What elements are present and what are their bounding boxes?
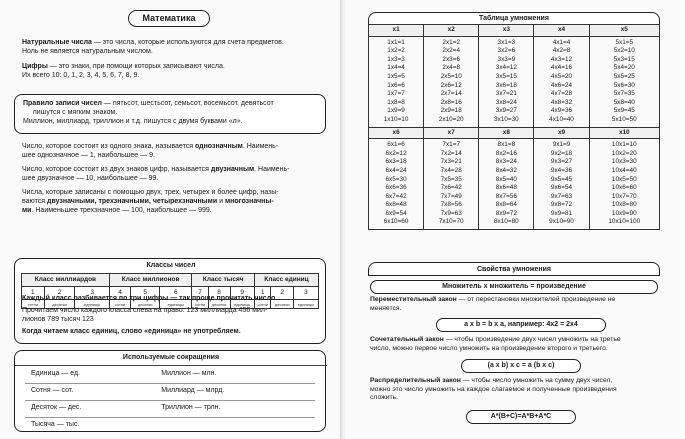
multiplication-fact: 4x6=24 [550, 81, 573, 89]
place-cell: десятки [271, 300, 293, 309]
abbr-item: Сотня — сот. [25, 383, 155, 400]
multiplication-fact: 1x2=2 [387, 47, 405, 55]
multiplication-fact: 4x7=28 [550, 90, 573, 98]
multiplication-fact: 5x7=35 [613, 90, 635, 98]
multiplication-fact: 2x8=16 [440, 98, 462, 106]
formula-main: Множитель х множитель = произведение [370, 280, 658, 294]
multiplication-fact: 6x6=36 [385, 184, 407, 192]
column-header: x2 [424, 25, 479, 37]
multiplication-fact: 1x9=9 [387, 107, 405, 115]
multiplication-fact: 6x9=54 [385, 209, 407, 217]
multiplication-fact: 9x1=9 [552, 141, 571, 149]
multiplication-fact: 7x10=70 [438, 218, 464, 226]
formula-commutative: a x b = b x a, например: 4x2 = 2x4 [436, 318, 606, 332]
multiplication-fact: 5x6=30 [613, 81, 635, 89]
multiplication-fact: 6x1=6 [387, 141, 405, 149]
column-header: x9 [534, 127, 589, 139]
multiplication-fact: 7x3=21 [440, 158, 462, 166]
formula-associative: (a x b) x c = a (b x c) [461, 359, 581, 373]
multiplication-fact: 8x9=72 [495, 209, 517, 217]
abbr-item: Миллион — млн. [155, 366, 315, 383]
multiplication-fact: 4x8=32 [550, 98, 573, 106]
multiplication-fact: 6x5=30 [385, 175, 407, 183]
multiplication-fact: 4x10=40 [549, 115, 574, 123]
column-header: x8 [479, 127, 534, 139]
multiplication-fact: 3x3=9 [497, 55, 516, 63]
place-cell: сотни [192, 300, 208, 309]
multiplication-fact: 6x4=24 [385, 166, 407, 174]
multiplication-fact: 6x8=48 [385, 201, 407, 209]
abbr-item: Триллион — трлн. [155, 400, 315, 417]
multi-digit-text: Числа, которые записаны с помощью двух, трех, четырех и более цифр, назы- ваются двузначными, трехзначными, четырехзначными и многозначны- ми. Наименьшее трехзначное — 100, наибольшее — 999. [22, 189, 279, 214]
abbreviations-box [14, 350, 326, 432]
multiplication-fact: 9x7=63 [550, 192, 573, 200]
multiplication-fact: 2x5=10 [440, 72, 462, 80]
multiplication-fact: 5x3=15 [613, 55, 635, 63]
multiplication-table-title: Таблица умножения [368, 12, 660, 24]
multiplication-fact: 10x5=50 [611, 175, 637, 183]
multiplication-fact: 1x8=8 [387, 98, 405, 106]
multiplication-fact: 8x2=16 [495, 149, 517, 157]
two-digit-text: Число, которое состоит из двух знаков цифр, называется двузначным. Наимень- шее двузначное — 10, наибольшее — 99. [22, 166, 290, 182]
multiplication-fact: 10x4=40 [611, 166, 637, 174]
multiplication-fact: 3x5=15 [495, 72, 517, 80]
column-header: x5 [589, 25, 659, 37]
multiplication-column [479, 36, 534, 127]
place-cell: десятки [44, 300, 75, 309]
natural-numbers-text: Натуральные числа — это числа, которые используются для счета предметов. Ноль не является натуральным числом. [22, 39, 284, 55]
multiplication-column [369, 139, 424, 230]
column-header: x1 [369, 25, 424, 37]
place-cell: сотни [22, 300, 45, 309]
digit-cell: 2 [271, 287, 293, 300]
multiplication-fact: 2x3=6 [442, 55, 460, 63]
multiplication-column [479, 139, 534, 230]
place-cell: сотни [109, 300, 130, 309]
column-header: x7 [424, 127, 479, 139]
multiplication-fact: 8x8=64 [495, 201, 517, 209]
place-cell: единицы [293, 300, 318, 309]
multiplication-fact: 4x5=20 [550, 72, 573, 80]
multiplication-fact: 8x6=48 [495, 184, 517, 192]
multiplication-fact: 1x5=5 [387, 72, 405, 80]
multiplication-fact: 8x7=56 [495, 192, 517, 200]
multiplication-fact: 6x2=12 [385, 149, 407, 157]
digit-cell: 5 [131, 287, 160, 300]
abbr-item: Миллиард — млрд. [155, 383, 315, 400]
multiplication-table [368, 24, 660, 230]
place-cell: сотни [254, 300, 271, 309]
multiplication-fact: 2x1=2 [442, 38, 460, 46]
multiplication-fact: 10x7=70 [611, 192, 637, 200]
multiplication-fact: 6x3=18 [385, 158, 407, 166]
multiplication-fact: 1x7=7 [387, 90, 405, 98]
multiplication-fact: 10x3=30 [611, 158, 637, 166]
multiplication-fact: 10x9=90 [611, 209, 637, 217]
multiplication-fact: 9x8=72 [550, 201, 573, 209]
place-cell: единицы [75, 300, 109, 309]
multiplication-fact: 8x10=80 [494, 218, 519, 226]
multiplication-fact: 10x8=80 [611, 201, 637, 209]
multiplication-fact: 3x6=18 [495, 81, 517, 89]
digit-cell: 1 [22, 287, 45, 300]
multiplication-fact: 7x6=42 [440, 184, 462, 192]
digits-text: Цифры — это знаки, при помощи которых записывают числа. Их всего 10: 0, 1, 2, 3, 4, 5, 6, 7, 8, 9. [22, 63, 225, 79]
digit-cell: 8 [208, 287, 230, 300]
classes-notes: Каждый класс разбивается по три цифры — так проще прочитать число. Прочитаем число каждого класса слева на право: 123 миллиарда 456 мил- лионов 789 тысяч 123 Когда читаем класс единиц, слово «единица» не употребляем. [22, 295, 278, 335]
multiplication-column [424, 139, 479, 230]
multiplication-fact: 8x4=32 [495, 166, 517, 174]
digit-cell: 7 [192, 287, 208, 300]
multiplication-fact: 3x7=21 [495, 90, 517, 98]
multiplication-fact: 4x1=4 [552, 38, 571, 46]
multiplication-fact: 9x10=90 [549, 218, 574, 226]
place-cell: единицы [230, 300, 254, 309]
page-title: Математика [128, 10, 210, 27]
multiplication-fact: 2x10=20 [438, 115, 464, 123]
multiplication-fact: 4x3=12 [550, 55, 573, 63]
multiplication-fact: 8x5=40 [495, 175, 517, 183]
multiplication-fact: 3x9=27 [495, 107, 517, 115]
multiplication-column [534, 36, 589, 127]
multiplication-fact: 7x7=49 [440, 192, 462, 200]
multiplication-fact: 5x10=50 [611, 115, 637, 123]
single-digit-text: Число, которое состоит из одного знака, называется однозначным. Наимень- шее однозначное — 1, наибольшее — 9. [22, 143, 279, 159]
multiplication-fact: 7x1=7 [442, 141, 460, 149]
digit-cell: 2 [44, 287, 75, 300]
class-header: Класс тысяч [192, 274, 254, 287]
abbr-item: Десяток — дес. [25, 400, 155, 417]
properties-title: Свойства умножения [368, 262, 660, 276]
multiplication-fact: 10x10=100 [608, 218, 641, 226]
multiplication-column [589, 139, 659, 230]
digit-cell: 3 [293, 287, 318, 300]
multiplication-fact: 9x6=54 [550, 184, 573, 192]
multiplication-fact: 1x1=1 [387, 38, 405, 46]
multiplication-fact: 9x9=81 [550, 209, 573, 217]
multiplication-fact: 6x7=42 [385, 192, 407, 200]
multiplication-fact: 7x9=63 [440, 209, 462, 217]
multiplication-fact: 7x8=56 [440, 201, 462, 209]
multiplication-fact: 10x6=60 [611, 184, 637, 192]
place-cell: десятки [208, 300, 230, 309]
class-header: Класс миллионов [109, 274, 192, 287]
multiplication-fact: 9x4=36 [550, 166, 573, 174]
multiplication-fact: 9x3=27 [550, 158, 573, 166]
abbr-item: Единица — ед. [25, 366, 155, 383]
multiplication-fact: 1x6=6 [387, 81, 405, 89]
multiplication-fact: 5x4=20 [613, 64, 635, 72]
multiplication-fact: 5x8=40 [613, 98, 635, 106]
abbreviations-title: Используемые сокращения [15, 354, 327, 366]
digit-cell: 6 [160, 287, 192, 300]
multiplication-fact: 10x2=20 [611, 149, 637, 157]
multiplication-fact: 10x1=10 [611, 141, 637, 149]
formula-distributive: A*(B+C)=A*B+A*C [466, 410, 576, 424]
multiplication-column [369, 36, 424, 127]
multiplication-fact: 3x8=24 [495, 98, 517, 106]
multiplication-fact: 4x9=36 [550, 107, 573, 115]
multiplication-fact: 5x2=10 [613, 47, 635, 55]
multiplication-fact: 7x5=35 [440, 175, 462, 183]
multiplication-fact: 1x4=4 [387, 64, 405, 72]
multiplication-fact: 2x9=18 [440, 107, 462, 115]
rule-box: Правило записи чисел — пятьсот, шестьсот, семьсот, восемьсот, девятьсот пишутся с мягким знаком. Миллион, миллиард, триллион и т.д. пишутся с двумя буквами «л». [14, 94, 326, 134]
place-cell: единицы [160, 300, 192, 309]
abbreviations-table [25, 366, 315, 434]
digit-cell: 4 [109, 287, 130, 300]
multiplication-fact: 3x2=6 [497, 47, 516, 55]
multiplication-fact: 3x1=3 [497, 38, 516, 46]
multiplication-fact: 3x10=30 [494, 115, 519, 123]
multiplication-fact: 4x4=16 [550, 64, 573, 72]
class-header: Класс единиц [254, 274, 318, 287]
associative-law: Сочетательный закон — чтобы произведение двух чисел умножить на третье число, можно первое число умножить на произведение второго и третьего. [370, 336, 621, 352]
multiplication-fact: 3x4=12 [495, 64, 517, 72]
multiplication-fact: 5x9=45 [613, 107, 635, 115]
multiplication-column [424, 36, 479, 127]
multiplication-fact: 9x2=18 [550, 149, 573, 157]
multiplication-fact: 2x6=12 [440, 81, 462, 89]
multiplication-column [589, 36, 659, 127]
multiplication-fact: 8x3=24 [495, 158, 517, 166]
multiplication-fact: 2x4=8 [442, 64, 460, 72]
multiplication-fact: 5x1=5 [615, 38, 634, 46]
multiplication-column [534, 139, 589, 230]
place-cell: десятки [131, 300, 160, 309]
column-header: x4 [534, 25, 589, 37]
abbr-item: Тысяча — тыс. [31, 421, 80, 429]
multiplication-fact: 2x7=14 [440, 90, 462, 98]
multiplication-fact: 1x10=10 [383, 115, 409, 123]
digit-cell: 1 [254, 287, 271, 300]
digit-cell: 9 [230, 287, 254, 300]
abbr-item [155, 417, 315, 434]
multiplication-fact: 5x5=25 [613, 72, 635, 80]
multiplication-fact: 9x5=45 [550, 175, 573, 183]
column-header: x10 [589, 127, 659, 139]
commutative-law: Переместительный закон — от перестановки множителей произведение не меняется. [370, 296, 616, 312]
class-header: Класс миллиардов [22, 274, 110, 287]
multiplication-fact: 1x3=3 [387, 55, 405, 63]
digit-cell: 3 [75, 287, 109, 300]
multiplication-fact: 2x2=4 [442, 47, 460, 55]
multiplication-fact: 6x10=60 [383, 218, 409, 226]
multiplication-fact: 7x4=28 [440, 166, 462, 174]
column-header: x6 [369, 127, 424, 139]
distributive-law: Распределительный закон — чтобы число умножить на сумму двух чисел, можно это число умножить на каждое слагаемое и полученные произведения сложить. [370, 377, 617, 401]
column-header: x3 [479, 25, 534, 37]
multiplication-fact: 7x2=14 [440, 149, 462, 157]
classes-title: Классы чисел [146, 262, 196, 269]
multiplication-fact: 8x1=8 [497, 141, 516, 149]
multiplication-fact: 4x2=8 [552, 47, 571, 55]
